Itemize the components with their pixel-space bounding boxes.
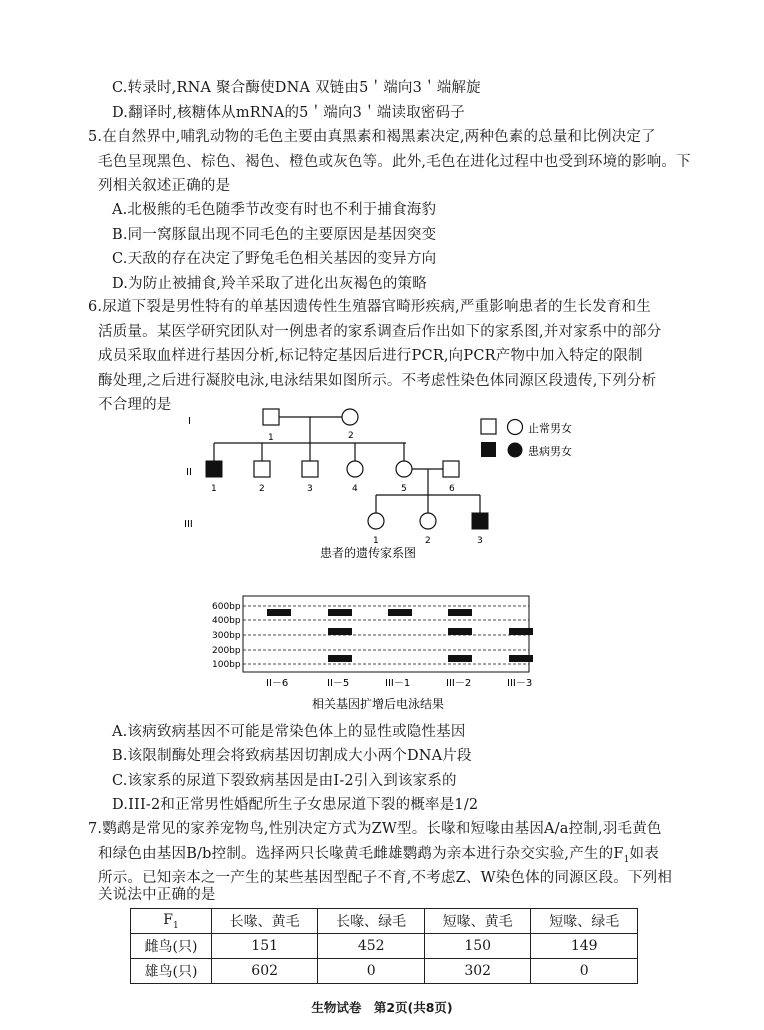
band-III2-600 [448,609,472,616]
gel-lane-III-1: III－1 [385,678,411,689]
gen-label-II: II [186,467,192,478]
table-header-row [131,909,638,934]
gel-lane-II-5: II－5 [327,678,350,689]
band-III2-100 [448,655,472,662]
band-III3-100 [509,655,533,662]
pedigree-II-2-normal-male [254,461,270,477]
q5-option-b: B.同一窝豚鼠出现不同毛色的主要原因是基因突变 [112,227,437,243]
table-cell: 149 [531,934,638,959]
gel-ylabel-400: 400bp [212,616,241,626]
gel-ylabel-300: 300bp [212,631,241,641]
pedigree-III-1-normal-female [368,513,384,529]
row-label: 雄鸟(只) [131,959,212,984]
table-header-f1: $F_1$ [131,909,212,934]
pedigree-II-3-normal-male [302,461,318,477]
num-II-4: 4 [352,484,358,494]
page-footer: 生物试卷 第2页(共8页) [311,1000,453,1015]
gen-label-I: I [188,416,191,427]
pedigree-II-1-affected-male [206,461,222,477]
gel-lane-III-2: III－2 [446,678,472,689]
gel-ylabel-100: 100bp [212,660,241,670]
pedigree-caption: 患者的遗传家系图 [320,546,417,560]
band-III1-600 [388,609,412,616]
q5-option-a: A.北极熊的毛色随季节改变有时也不利于捕食海豹 [112,202,437,218]
num-I-1: 1 [268,433,274,443]
pedigree-II-4-normal-female [347,461,363,477]
q5-option-d: D.为防止被捕食,羚羊采取了进化出灰褐色的策略 [112,276,427,292]
q6-stem-line-3: 成员采取血样进行基因分析,标记特定基因后进行PCR,向PCR产物中加入特定的限制 [98,348,643,364]
band-II5-600 [328,609,352,616]
q6-stem-line-5: 不合理的是 [98,397,172,413]
band-III3-300 [509,628,533,635]
q4-option-c: C.转录时,RNA 聚合酶使DNA 双链由5＇端向3＇端解旋 [112,80,481,96]
pedigree-I-2-normal-female [342,409,358,425]
num-III-3: 3 [477,536,483,546]
pedigree-III-3-affected-male [472,513,488,529]
q6-option-b: B.该限制酶处理会将致病基因切割成大小两个DNA片段 [112,748,472,764]
q6-option-d: D.III-2和正常男性婚配所生子女患尿道下裂的概率是1/2 [112,797,479,813]
q7-stem-line-2: 和绿色由基因B/b控制。选择两只长喙黄毛雌雄鹦鹉为亲本进行杂交实验,产生的$F_1$如表 [98,846,659,865]
table-row [131,959,638,984]
band-III2-300 [448,628,472,635]
table-cell: 0 [318,959,425,984]
num-III-2: 2 [425,536,431,546]
num-II-5: 5 [401,484,407,494]
num-III-1: 1 [373,536,379,546]
legend-normal-label: 止常男女 [528,422,572,435]
q5-stem-line-3: 列相关叙述正确的是 [98,178,231,194]
pedigree-II-5-normal-female [396,461,412,477]
legend-affected-male-icon [481,442,496,457]
gel-lane-III-3: III－3 [507,678,533,689]
q6-stem-line-1: 6.尿道下裂是男性特有的单基因遗传性生殖器官畸形疾病,严重影响患者的生长发育和生 [88,299,651,315]
gel-frame [243,596,529,672]
table-cell: 150 [424,934,531,959]
q6-option-a: A.该病致病基因不可能是常染色体上的显性或隐性基因 [112,724,466,740]
q6-stem-line-4: 酶处理,之后进行凝胶电泳,电泳结果如图所示。不考虑性染色体同源区段遗传,下列分析 [98,373,657,389]
pedigree-chart [0,400,764,570]
num-II-3: 3 [307,484,313,494]
q5-stem-line-2: 毛色呈现黑色、棕色、褐色、橙色或灰色等。此外,毛色在进化过程中也受到环境的影响。下 [98,154,691,170]
num-II-1: 1 [211,484,217,494]
band-II5-300 [328,628,352,635]
pedigree-II-6-normal-male [443,461,459,477]
row-label: 雌鸟(只) [131,934,212,959]
pedigree-I-1-normal-male [263,409,279,425]
q4-option-d: D.翻译时,核糖体从mRNA的5＇端向3＇端读取密码子 [112,105,466,121]
num-II-6: 6 [449,484,455,494]
table-header-col: 短喙、黄毛 [424,909,531,934]
band-II5-100 [328,655,352,662]
gel-caption: 相关基因扩增后电泳结果 [312,697,445,711]
legend-affected-female-icon [508,443,523,458]
pedigree-III-2-normal-female [420,513,436,529]
table-cell: 602 [211,959,318,984]
table-row [131,934,638,959]
table-cell: 151 [211,934,318,959]
gel-ylabel-600: 600bp [212,602,241,612]
q6-option-c: C.该家系的尿道下裂致病基因是由I-2引入到该家系的 [112,773,457,789]
gel-electrophoresis-figure [0,590,764,715]
q6-stem-line-2: 活质量。某医学研究团队对一例患者的家系调查后作出如下的家系图,并对家系中的部分 [98,324,662,340]
band-II6-600 [267,609,291,616]
q7-stem-line-3: 所示。已知亲本之一产生的某些基因型配子不育,不考虑Z、W染色体的同源区段。下列相 [98,870,673,886]
f1-result-table [130,908,638,984]
gel-lane-II-6: II－6 [266,678,289,689]
table-cell: 0 [531,959,638,984]
gen-label-III: III [184,519,193,530]
q7-stem-line-1: 7.鹦鹉是常见的家养宠物鸟,性别决定方式为ZW型。长喙和短喙由基因A/a控制,羽毛黄色 [88,821,662,837]
table-header-col: 短喙、绿毛 [531,909,638,934]
q5-stem-line-1: 5.在自然界中,哺乳动物的毛色主要由真黑素和褐黑素决定,两种色素的总量和比例决定了 [88,129,656,145]
q5-option-c: C.天敌的存在决定了野兔毛色相关基因的变异方向 [112,251,437,267]
table-cell: 452 [318,934,425,959]
q7-stem-line-4: 关说法中正确的是 [98,887,216,903]
table-header-col: 长喙、黄毛 [211,909,318,934]
num-II-2: 2 [259,484,265,494]
table-header-col: 长喙、绿毛 [318,909,425,934]
gel-ylabel-200: 200bp [212,646,241,656]
table-cell: 302 [424,959,531,984]
legend-normal-female-icon [508,420,523,435]
legend-normal-male-icon [481,419,496,434]
num-I-2: 2 [348,431,354,441]
legend-affected-label: 患病男女 [528,445,572,458]
